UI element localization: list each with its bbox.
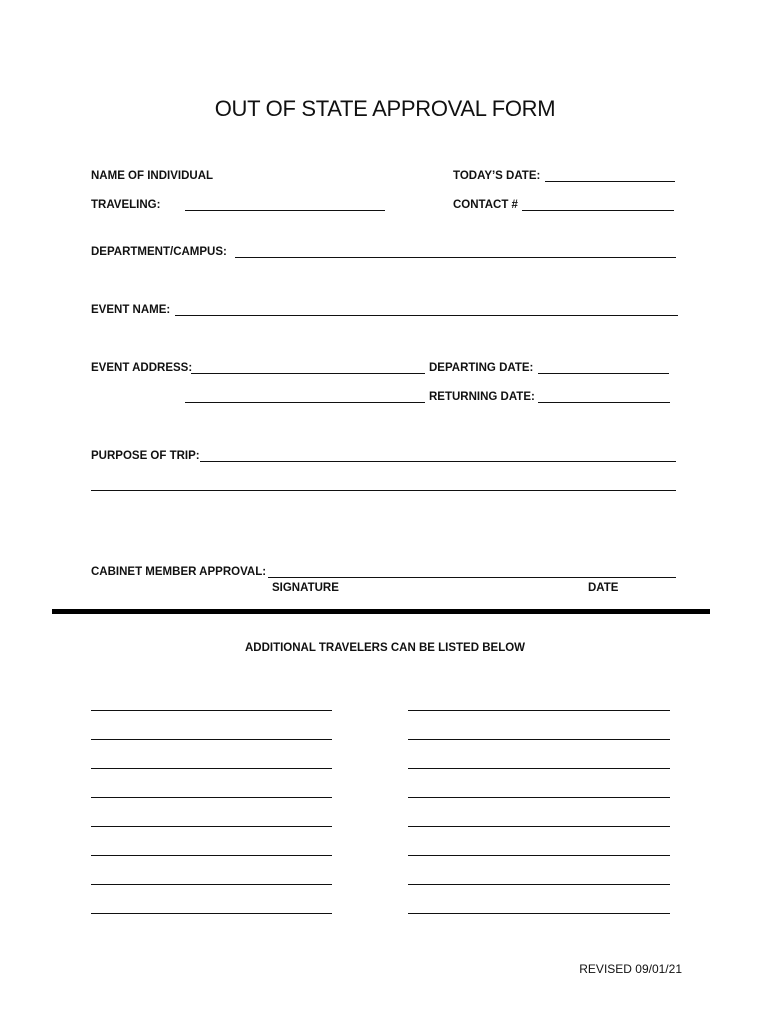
traveler-line-right-5[interactable] — [408, 826, 670, 827]
department-campus-field[interactable] — [235, 257, 676, 258]
purpose-of-trip-field-1[interactable] — [200, 461, 676, 462]
section-divider — [52, 609, 710, 614]
cabinet-approval-label: CABINET MEMBER APPROVAL: — [91, 566, 267, 578]
traveler-line-right-7[interactable] — [408, 884, 670, 885]
purpose-of-trip-field-2[interactable] — [91, 490, 676, 491]
traveler-line-left-6[interactable] — [91, 855, 332, 856]
form-title: OUT OF STATE APPROVAL FORM — [214, 96, 556, 121]
event-address-field-1[interactable] — [191, 373, 425, 374]
contact-label: CONTACT # — [453, 199, 518, 211]
department-campus-label: DEPARTMENT/CAMPUS: — [91, 246, 227, 258]
traveler-line-right-4[interactable] — [408, 797, 670, 798]
purpose-of-trip-label: PURPOSE OF TRIP: — [91, 450, 200, 462]
date-caption: DATE — [588, 582, 619, 594]
traveler-line-left-2[interactable] — [91, 739, 332, 740]
departing-date-field[interactable] — [538, 373, 669, 374]
todays-date-label: TODAY’S DATE: — [453, 170, 541, 182]
traveler-line-left-1[interactable] — [91, 710, 332, 711]
traveler-line-right-2[interactable] — [408, 739, 670, 740]
traveler-line-right-6[interactable] — [408, 855, 670, 856]
traveler-line-left-4[interactable] — [91, 797, 332, 798]
todays-date-field[interactable] — [545, 181, 675, 182]
traveler-line-right-3[interactable] — [408, 768, 670, 769]
traveling-label: TRAVELING: — [91, 199, 161, 211]
event-address-field-2[interactable] — [185, 402, 425, 403]
traveler-line-right-8[interactable] — [408, 913, 670, 914]
traveler-line-left-5[interactable] — [91, 826, 332, 827]
traveler-name-field[interactable] — [185, 210, 385, 211]
event-address-label: EVENT ADDRESS: — [91, 362, 193, 374]
cabinet-approval-signature-field[interactable] — [268, 577, 676, 578]
returning-date-field[interactable] — [538, 402, 670, 403]
event-name-field[interactable] — [175, 315, 678, 316]
revised-date: REVISED 09/01/21 — [579, 962, 682, 976]
contact-field[interactable] — [522, 210, 674, 211]
name-of-individual-label: NAME OF INDIVIDUAL — [91, 170, 214, 182]
returning-date-label: RETURNING DATE: — [429, 391, 535, 403]
traveler-line-left-7[interactable] — [91, 884, 332, 885]
traveler-line-left-3[interactable] — [91, 768, 332, 769]
event-name-label: EVENT NAME: — [91, 304, 171, 316]
traveler-line-right-1[interactable] — [408, 710, 670, 711]
additional-travelers-heading: ADDITIONAL TRAVELERS CAN BE LISTED BELOW — [244, 642, 526, 654]
traveler-line-left-8[interactable] — [91, 913, 332, 914]
signature-caption: SIGNATURE — [272, 582, 339, 594]
departing-date-label: DEPARTING DATE: — [429, 362, 534, 374]
